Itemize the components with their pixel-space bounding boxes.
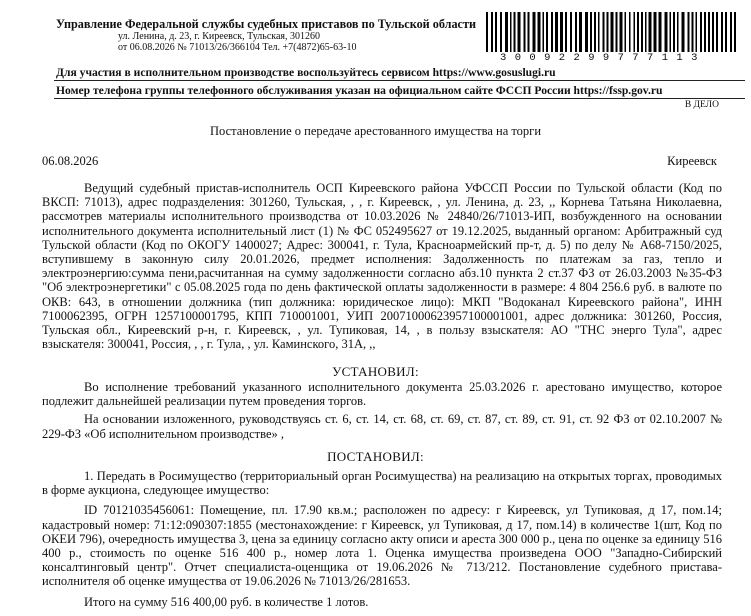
barcode-bar [611, 12, 614, 52]
barcode-bar [629, 12, 631, 52]
barcode-bar [625, 12, 627, 52]
barcode-bar [654, 12, 657, 52]
barcode-bar [682, 12, 685, 52]
barcode-bar [712, 12, 714, 52]
organization-name: Управление Федеральной службы судебных приставов по Тульской области [56, 17, 476, 31]
property-item: ID 70121035456061: Помещение, пл. 17.90 кв.м.; расположен по адресу: г Киреевск, ул Тупиковая, д 17, пом.14; кадастровый номер: 71:12:090307:1855 (местонахождение: г Киреевск, ул Тупиковая, д 17, пом.14) в количестве 1(шт, Код по ОКЕИ 796), очередность имущества 3, цена за единицу согласно акту описи и ареста 300 000 р., цена по оценке за единицу 516 400 р., стоимость по оценке 516 400 р., номер лота 1. Оценка имущества произведена ООО "Западно-Сибирский консалтинговый центр". Отчет специалиста-оценщика от 19.06.2026 № 713/212. Постановление судебного пристава-исполнителя об оценке имущества от 19.06.2026 № 71013/26/281653. [42, 503, 722, 589]
barcode-bar [734, 12, 736, 52]
resolved-text-1: 1. Передать в Росимущество (территориальный орган Росимущества) на реализацию на открытых торгах, проводимых в форме аукциона, следующее имущество: [42, 469, 722, 498]
barcode-bar [538, 12, 541, 52]
barcode-bar [708, 12, 710, 52]
barcode-bar [607, 12, 609, 52]
barcode-bar [637, 12, 639, 52]
established-text-2: На основании изложенного, руководствуясь ст. 6, ст. 14, ст. 68, ст. 69, ст. 87, ст. 89, ст. 91, ст. 92 ФЗ от 02.10.2007 № 229-ФЗ «Об исполнительном производстве» , [42, 412, 722, 441]
barcode-bar [510, 12, 512, 52]
barcode-bar [665, 12, 668, 52]
barcode-bar [491, 12, 493, 52]
divider [54, 80, 745, 81]
barcode-bar [704, 12, 706, 52]
barcode-bar [594, 12, 596, 52]
barcode-bar [725, 12, 727, 52]
barcode-bar [565, 12, 567, 52]
barcode-bar [533, 12, 536, 52]
document-title: Постановление о передаче арестованного имущества на торги [209, 124, 542, 138]
barcode-bar [560, 12, 563, 52]
barcode-bar [579, 12, 582, 52]
resolved-section [42, 469, 722, 609]
barcode-bar [590, 12, 592, 52]
barcode-bar [585, 12, 588, 52]
intro-text: Ведущий судебный пристав-исполнитель ОСП Киреевского района УФССП России по Тульской области (Код по ВКСП: 71013), адрес подразделения: 301260, Тульская, , , г. Киреевск, , ул. Ленина, д. 23, ,, Корнева Татьяна Николаевна, рассмотрев материалы исполнительного производства от 10.03.2026 № 24840/26/71013-ИП, возбужденного на основании исполнительного документа исполнительный лист (1) № ФС 052495627 от 19.12.2025, выданный органом: Арбитражный суд Тульской области (Код по ОКОГУ 1400027; Адрес: 300041, г. Тула, Красноармейский пр-т, д. 5) по делу № А68-7150/2025, вступившему в законную силу 20.01.2026, предмет исполнения: Задолженность по платежам за газ, тепло и электроэнергию:сумма пени,расчитанная на сумму задолженности согласно абз.10 пункта 2 ст.37 ФЗ от 26.03.2003 №35-ФЗ "Об электроэнергетики" с 05.08.2025 года по день фактической оплаты задолженности в размере: 4 804 256.6 руб. в валюте по ОКВ: 643, в отношении должника (тип должника: юридическое лицо): МКП "Водоканал Киреевского района", ИНН 7100062395, ОГРН 1257100001795, КПП 710001001, УИП 20071000623957100001001, адрес должника: 301260, Россия, Тульская обл., Киреевский р-н, г. Киреевск, , ул. Тупиковая, 14, , в пользу взыскателя: АО "ТНС энерго Тула", адрес взыскателя: 300041, Россия, , , г. Тула, , ул. Каминского, 31А, ,, [42, 181, 722, 352]
barcode-bar [551, 12, 553, 52]
document-date: 06.08.2026 [42, 154, 99, 168]
barcode-bar [598, 12, 600, 52]
barcode-bar [620, 12, 623, 52]
barcode-bar [696, 12, 698, 52]
barcode-bar [603, 12, 605, 52]
barcode-bar [721, 12, 723, 52]
barcode-bar [634, 12, 636, 52]
barcode-bar [700, 12, 702, 52]
barcode-bar [692, 12, 694, 52]
filing-stamp: В ДЕЛО [684, 100, 719, 110]
barcode-bar [730, 12, 732, 52]
barcode-bar [514, 12, 516, 52]
barcode-bar [673, 12, 675, 52]
barcode-bar [570, 12, 572, 52]
document-city: Киреевск [667, 154, 717, 168]
phone-notice: Номер телефона группы телефонного обслуживания указан на официальном сайте ФССП России https://fssp.gov.ru [56, 84, 663, 97]
barcode-bar [543, 12, 545, 52]
barcode-number: 30092299777113 [500, 52, 706, 64]
barcode-bar [546, 12, 548, 52]
barcode-bar [528, 12, 530, 52]
barcode-bar [659, 12, 662, 52]
barcode-bar [518, 12, 521, 52]
barcode-bar [641, 12, 643, 52]
barcode-bar [649, 12, 652, 52]
barcode-bar [495, 12, 497, 52]
gosuslugi-notice: Для участия в исполнительном производстве воспользуйтесь сервисом https://www.gosuslugi.ru [56, 66, 556, 79]
barcode-bar [688, 12, 690, 52]
divider [54, 98, 745, 99]
barcode-bar [505, 12, 508, 52]
established-section [42, 380, 722, 441]
barcode-bar [500, 12, 502, 52]
barcode-bar [677, 12, 679, 52]
heading-established: УСТАНОВИЛ: [332, 364, 419, 379]
barcode-bar [670, 12, 672, 52]
organization-address: ул. Ленина, д. 23, г. Киреевск, Тульская, 301260 [118, 31, 321, 42]
document-reference: от 06.08.2026 № 71013/26/366104 Тел. +7(4872)65-63-10 [118, 42, 357, 53]
total-line: Итого на сумму 516 400,00 руб. в количестве 1 лотов. [84, 594, 369, 609]
barcode-bar [555, 12, 558, 52]
established-text-1: Во исполнение требований указанного исполнительного документа 25.03.2026 г. арестовано имущество, которое подлежит дальнейшей реализации путем проведения торгов. [42, 380, 722, 409]
barcode-bar [716, 12, 718, 52]
barcode-bar [486, 12, 488, 52]
barcode-bar [645, 12, 647, 52]
barcode-bar [524, 12, 526, 52]
barcode-bar [616, 12, 618, 52]
intro-paragraph [42, 181, 722, 351]
heading-resolved: ПОСТАНОВИЛ: [327, 449, 424, 464]
barcode-bar [575, 12, 577, 52]
